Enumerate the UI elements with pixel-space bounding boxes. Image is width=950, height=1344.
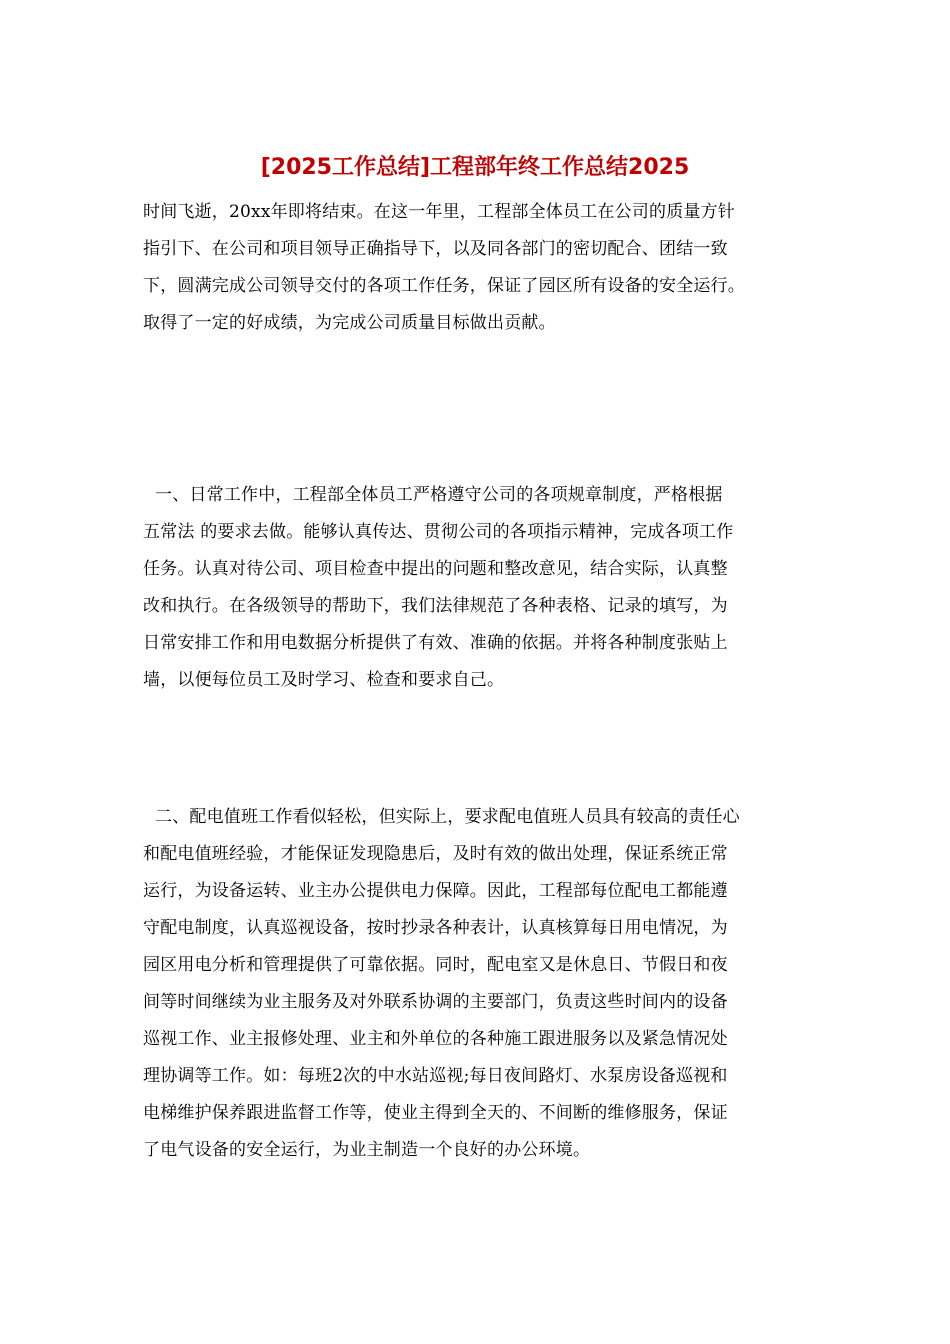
paragraph-line: 和配电值班经验，才能保证发现隐患后，及时有效的做出处理，保证系统正常 [143,844,728,864]
paragraph-line: 间等时间继续为业主服务及对外联系协调的主要部门，负责这些时间内的设备 [143,992,728,1012]
paragraph-line: 了电气设备的安全运行，为业主制造一个良好的办公环境。 [143,1140,591,1160]
paragraph-line: 任务。认真对待公司、项目检查中提出的问题和整改意见，结合实际，认真整 [143,559,728,579]
section-2-paragraph [143,799,740,1169]
paragraph-line: 一、日常工作中，工程部全体员工严格遵守公司的各项规章制度，严格根据 [155,485,723,505]
paragraph-line: 日常安排工作和用电数据分析提供了有效、准确的依据。并将各种制度张贴上 [143,633,728,653]
paragraph-line: 二、配电值班工作看似轻松，但实际上，要求配电值班人员具有较高的责任心 [155,807,740,827]
paragraph-line: 改和执行。在各级领导的帮助下，我们法律规范了各种表格、记录的填写，为 [143,596,728,616]
section-1-paragraph [143,477,733,699]
paragraph-line: 守配电制度，认真巡视设备，按时抄录各种表计，认真核算每日用电情况，为 [143,918,728,938]
paragraph-line: 取得了一定的好成绩，为完成公司质量目标做出贡献。 [143,313,556,333]
document-title: [2025工作总结]工程部年终工作总结2025 [260,155,690,180]
intro-paragraph [143,194,745,342]
paragraph-line: 指引下、在公司和项目领导正确指导下，以及同各部门的密切配合、团结一致 [143,239,728,259]
paragraph-line: 下，圆满完成公司领导交付的各项工作任务，保证了园区所有设备的安全运行。 [143,276,745,296]
paragraph-line: 巡视工作、业主报修处理、业主和外单位的各种施工跟进服务以及紧急情况处 [143,1029,728,1049]
paragraph-line: 运行，为设备运转、业主办公提供电力保障。因此，工程部每位配电工都能遵 [143,881,728,901]
paragraph-line: 时间飞逝，20xx年即将结束。在这一年里，工程部全体员工在公司的质量方针 [143,202,736,222]
paragraph-line: 园区用电分析和管理提供了可靠依据。同时，配电室又是休息日、节假日和夜 [143,955,728,975]
paragraph-line: 电梯维护保养跟进监督工作等，使业主得到全天的、不间断的维修服务，保证 [143,1103,728,1123]
paragraph-line: 五常法 的要求去做。能够认真传达、贯彻公司的各项指示精神，完成各项工作 [143,522,734,542]
paragraph-line: 墙，以便每位员工及时学习、检查和要求自己。 [143,670,505,690]
paragraph-line: 理协调等工作。如：每班2次的中水站巡视;每日夜间路灯、水泵房设备巡视和 [143,1066,728,1086]
